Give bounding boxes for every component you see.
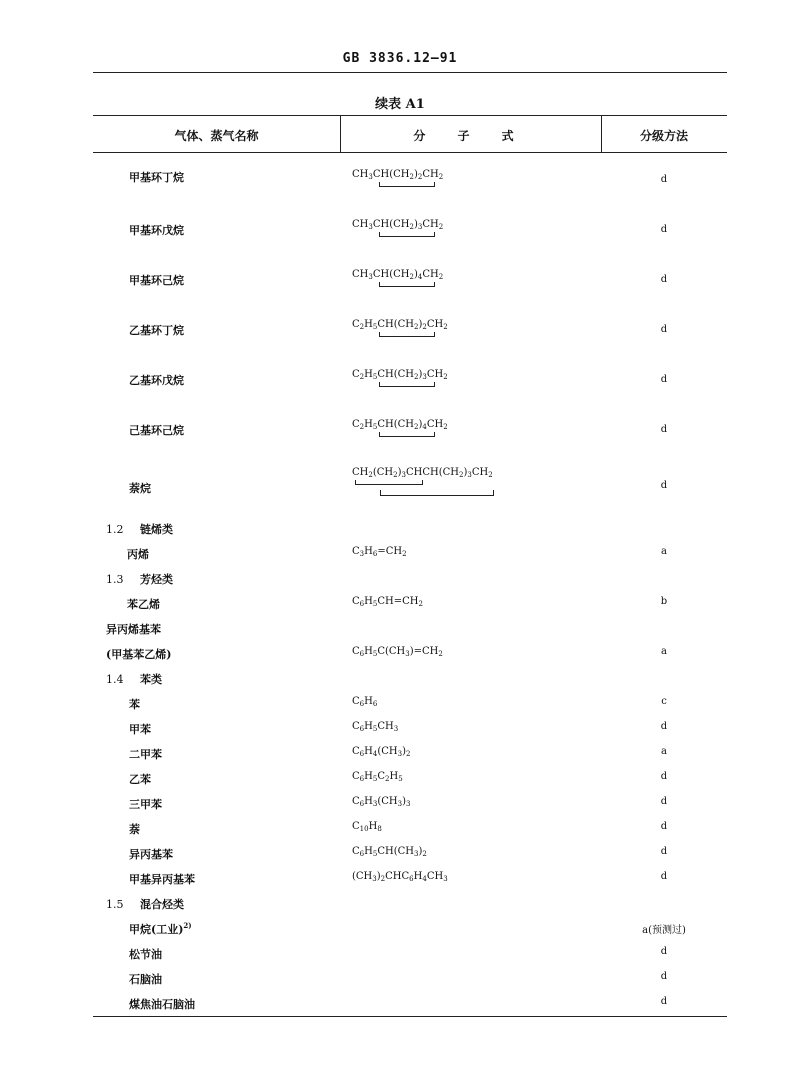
classification-method: d: [660, 971, 668, 982]
molecular-formula: [352, 419, 448, 430]
classification-method: a: [661, 646, 667, 657]
ring-bracket: [380, 490, 494, 496]
formula-subscript: 2: [359, 423, 365, 431]
table-row: [93, 946, 727, 966]
column-header-formula: 分 子 式: [413, 129, 528, 143]
classification-method: d: [660, 174, 668, 185]
formula-subscript: 2: [368, 471, 373, 479]
formula-subscript: 2: [405, 750, 411, 758]
formula-subscript: 2: [409, 273, 414, 281]
table-row: [93, 771, 727, 791]
formula-text: CH: [352, 219, 369, 230]
formula-text: ): [413, 169, 418, 180]
section-number: 1.4: [106, 673, 124, 686]
formula-text: C: [352, 369, 360, 380]
formula-subscript: 8: [377, 825, 382, 833]
formula-subscript: 3: [368, 173, 373, 181]
formula-subscript: 5: [372, 423, 378, 431]
table-row: [93, 846, 727, 866]
molecular-formula: [352, 219, 443, 230]
classification-method: d: [660, 374, 668, 385]
formula-text: CH: [422, 169, 439, 180]
formula-text: CH=CH: [377, 596, 419, 607]
gas-name: 萘: [129, 823, 140, 836]
classification-method: d: [660, 846, 668, 857]
table-row: [93, 546, 727, 566]
formula-text: C: [352, 746, 360, 757]
molecular-formula: [352, 546, 407, 557]
formula-text: CH(CH: [377, 419, 414, 430]
table-row: [93, 319, 727, 339]
formula-subscript: 2: [438, 650, 443, 658]
ring-bracket: [379, 432, 435, 437]
table-row: [93, 921, 727, 941]
formula-text: H: [368, 821, 378, 832]
formula-subscript: 2: [402, 550, 407, 558]
section-number: 1.2: [106, 523, 124, 536]
table-row: [93, 746, 727, 766]
formula-subscript: 2: [443, 423, 448, 431]
formula-text: ): [418, 846, 423, 857]
formula-text: CH(CH: [372, 169, 410, 180]
formula-subscript: 6: [359, 775, 365, 783]
formula-text: H: [364, 696, 373, 707]
formula-text: (CH: [377, 796, 398, 807]
ring-bracket: [379, 332, 435, 337]
molecular-formula: [352, 771, 403, 782]
gas-name: 甲基异丙基苯: [129, 873, 195, 886]
gas-name: 异丙烯基苯: [106, 623, 161, 636]
table-row: [93, 419, 727, 439]
gas-name: 甲基环己烷: [129, 274, 184, 287]
molecular-formula: [352, 319, 448, 330]
column-header-method: 分级方法: [639, 129, 688, 143]
formula-subscript: 4: [422, 423, 427, 431]
formula-subscript: 6: [359, 725, 365, 733]
formula-subscript: 2: [443, 373, 448, 381]
formula-subscript: 5: [372, 850, 378, 858]
formula-text: C: [352, 771, 360, 782]
classification-method: d: [660, 424, 668, 435]
section-heading: [106, 896, 184, 912]
formula-text: =CH: [377, 546, 403, 557]
formula-text: H: [364, 419, 373, 430]
classification-method: d: [660, 324, 668, 335]
gas-name: 乙基环丁烷: [129, 324, 184, 337]
formula-text: C: [352, 846, 360, 857]
formula-subscript: 6: [359, 700, 365, 708]
classification-method: b: [660, 596, 668, 607]
section-heading: [106, 671, 162, 687]
formula-text: CH: [352, 467, 369, 478]
classification-method: d: [660, 821, 668, 832]
classification-method: d: [660, 771, 668, 782]
gas-name: 己基环己烷: [129, 424, 184, 437]
classification-method: d: [660, 224, 668, 235]
molecular-formula: [352, 169, 443, 180]
formula-subscript: 3: [372, 875, 377, 883]
ring-bracket: [355, 480, 423, 485]
molecular-formula: [352, 467, 493, 478]
formula-subscript: 2: [409, 223, 414, 231]
gas-name: 甲苯: [129, 723, 151, 736]
molecular-formula: [352, 871, 448, 882]
table-row: [93, 646, 727, 666]
gas-name: 煤焦油石脑油: [129, 998, 195, 1011]
formula-text: CH: [426, 419, 444, 430]
table-row: [93, 596, 727, 616]
section-number: 1.5: [106, 898, 124, 911]
gas-name-text: 甲烷(工业): [129, 923, 184, 936]
formula-subscript: 4: [422, 875, 427, 883]
section-heading: [106, 571, 173, 587]
section-title: 链烯类: [140, 523, 173, 536]
formula-subscript: 2: [359, 323, 365, 331]
section-number: 1.3: [106, 573, 124, 586]
gas-name: 乙苯: [129, 773, 151, 786]
formula-subscript: 2: [393, 471, 398, 479]
formula-text: CH: [377, 721, 394, 732]
formula-subscript: 3: [397, 800, 403, 808]
gas-name: 丙烯: [127, 548, 149, 561]
formula-subscript: 2: [413, 373, 419, 381]
classification-method: a: [661, 746, 667, 757]
formula-text: C: [352, 546, 360, 557]
document-header: GB 3836.12—91: [342, 51, 458, 66]
molecular-formula: [352, 269, 443, 280]
formula-text: CH: [422, 269, 439, 280]
molecular-formula: [352, 721, 398, 732]
formula-text: H: [364, 721, 373, 732]
formula-text: H: [364, 319, 373, 330]
formula-subscript: 3: [397, 750, 403, 758]
table-row: [93, 721, 727, 741]
classification-method: d: [660, 274, 668, 285]
classification-method: d: [660, 996, 668, 1007]
section-title: 苯类: [140, 673, 162, 686]
table-row: [93, 971, 727, 991]
formula-text: H: [364, 846, 373, 857]
molecular-formula: [352, 846, 427, 857]
table-row: [93, 996, 727, 1016]
formula-subscript: 3: [368, 223, 373, 231]
formula-subscript: 3: [417, 223, 423, 231]
formula-subscript: 3: [467, 471, 472, 479]
classification-method: d: [660, 721, 668, 732]
classification-method: c: [661, 696, 667, 707]
formula-subscript: 2: [418, 600, 423, 608]
formula-subscript: 5: [372, 600, 378, 608]
formula-text: C: [352, 821, 360, 832]
gas-name: 甲基环丁烷: [129, 171, 184, 184]
formula-text: H: [364, 771, 373, 782]
formula-subscript: 3: [401, 471, 406, 479]
classification-method: d: [660, 946, 668, 957]
formula-text: CH(CH: [372, 269, 410, 280]
molecular-formula: [352, 821, 382, 832]
formula-text: CH(CH: [372, 219, 410, 230]
table-header-rule: [93, 152, 727, 153]
classification-method: a: [661, 546, 667, 557]
formula-subscript: 5: [398, 775, 403, 783]
formula-subscript: 5: [372, 650, 378, 658]
formula-text: C: [352, 596, 360, 607]
formula-text: ): [397, 467, 402, 478]
formula-subscript: 2: [443, 323, 448, 331]
table-row: [93, 796, 727, 816]
gas-name: 乙基环戊烷: [129, 374, 184, 387]
formula-subscript: 6: [409, 875, 414, 883]
formula-text: (CH: [352, 871, 373, 882]
formula-text: C: [352, 646, 360, 657]
formula-subscript: 2: [380, 875, 386, 883]
classification-method: d: [660, 871, 668, 882]
gas-name: 甲基环戊烷: [129, 224, 184, 237]
table-caption: 续表 A1: [375, 97, 425, 112]
formula-text: ): [413, 269, 418, 280]
formula-subscript: 3: [368, 273, 373, 281]
classification-method: d: [660, 796, 668, 807]
gas-classification-table: [93, 115, 727, 1017]
table-row: [93, 871, 727, 891]
formula-subscript: 10: [359, 825, 369, 833]
table-top-rule: [93, 115, 727, 116]
molecular-formula: [352, 369, 448, 380]
gas-name: [129, 921, 192, 937]
formula-subscript: 6: [359, 600, 365, 608]
table-row: [93, 169, 727, 189]
formula-subscript: 3: [405, 650, 410, 658]
formula-subscript: 3: [405, 800, 411, 808]
formula-text: CH: [426, 871, 444, 882]
molecular-formula: [352, 646, 443, 657]
formula-text: C: [352, 796, 360, 807]
formula-text: ): [402, 746, 406, 757]
formula-subscript: 5: [372, 725, 378, 733]
table-bottom-rule: [93, 1016, 727, 1017]
formula-subscript: 2: [422, 850, 427, 858]
section-row: [93, 671, 727, 691]
gas-name: 石脑油: [129, 973, 162, 986]
formula-subscript: 3: [422, 373, 427, 381]
formula-text: CH(CH: [377, 846, 414, 857]
gas-name: 苯: [129, 698, 140, 711]
gas-name: (甲基苯乙烯): [106, 648, 172, 661]
section-title: 混合烃类: [140, 898, 184, 911]
formula-subscript: 2: [438, 273, 444, 281]
section-title: 芳烃类: [140, 573, 173, 586]
formula-text: C: [377, 771, 385, 782]
formula-text: CH: [426, 319, 444, 330]
ring-bracket: [379, 182, 435, 187]
formula-text: CHC: [385, 871, 410, 882]
section-row: [93, 896, 727, 916]
formula-subscript: 2: [413, 423, 419, 431]
formula-subscript: 6: [359, 800, 365, 808]
formula-text: H: [364, 369, 373, 380]
molecular-formula: [352, 696, 377, 707]
formula-text: C: [352, 319, 360, 330]
formula-text: H: [364, 646, 373, 657]
formula-subscript: 5: [372, 373, 378, 381]
table-row: [93, 821, 727, 841]
formula-text: H: [364, 746, 373, 757]
formula-text: CHCH(CH: [405, 467, 459, 478]
gas-name: 松节油: [129, 948, 162, 961]
formula-subscript: 2: [359, 373, 365, 381]
formula-text: H: [364, 596, 373, 607]
classification-method: a(预测过): [642, 925, 686, 936]
formula-text: ): [376, 871, 381, 882]
formula-subscript: 2: [417, 173, 423, 181]
gas-name: 苯乙烯: [127, 598, 160, 611]
gas-name: 异丙基苯: [129, 848, 173, 861]
formula-subscript: 3: [413, 850, 419, 858]
formula-text: ): [402, 796, 406, 807]
formula-subscript: 2: [438, 223, 444, 231]
header-rule: [93, 72, 727, 73]
formula-text: ): [418, 319, 423, 330]
table-row: [93, 696, 727, 716]
formula-text: (CH: [377, 746, 398, 757]
formula-text: ): [418, 369, 423, 380]
formula-subscript: 3: [393, 725, 399, 733]
ring-bracket: [379, 382, 435, 387]
formula-subscript: 6: [359, 750, 365, 758]
formula-subscript: 6: [359, 850, 365, 858]
formula-subscript: 6: [359, 650, 365, 658]
table-row: [93, 467, 727, 507]
molecular-formula: [352, 746, 410, 757]
gas-name: 萘烷: [129, 482, 151, 495]
formula-text: CH: [422, 219, 439, 230]
formula-text: H: [389, 771, 399, 782]
table-row: [93, 269, 727, 289]
formula-subscript: 4: [372, 750, 378, 758]
formula-text: CH(CH: [377, 369, 414, 380]
formula-text: H: [364, 546, 373, 557]
ring-bracket: [379, 282, 435, 287]
molecular-formula: [352, 796, 410, 807]
formula-text: H: [364, 796, 373, 807]
formula-subscript: 6: [372, 550, 378, 558]
formula-subscript: 5: [372, 775, 378, 783]
formula-text: CH: [426, 369, 444, 380]
formula-text: ): [463, 467, 468, 478]
gas-name: 三甲苯: [129, 798, 162, 811]
footnote-marker: 2): [183, 921, 192, 930]
table-row: [93, 621, 727, 641]
formula-text: C: [352, 696, 360, 707]
formula-text: CH: [471, 467, 489, 478]
table-row: [93, 219, 727, 239]
formula-text: C(CH: [377, 646, 406, 657]
formula-subscript: 2: [413, 323, 419, 331]
formula-text: CH: [352, 269, 369, 280]
formula-subscript: 5: [372, 323, 378, 331]
formula-subscript: 2: [409, 173, 414, 181]
formula-text: ): [413, 219, 418, 230]
table-row: [93, 369, 727, 389]
column-header-name: 气体、蒸气名称: [174, 129, 259, 143]
formula-text: C: [352, 419, 360, 430]
ring-bracket: [379, 232, 435, 237]
classification-method: d: [660, 480, 668, 491]
formula-text: CH: [352, 169, 369, 180]
formula-text: H: [413, 871, 423, 882]
formula-subscript: 3: [359, 550, 365, 558]
formula-text: C: [352, 721, 360, 732]
formula-subscript: 2: [459, 471, 464, 479]
section-row: [93, 571, 727, 591]
formula-text: (CH: [372, 467, 394, 478]
formula-subscript: 2: [488, 471, 493, 479]
gas-name: 二甲苯: [129, 748, 162, 761]
molecular-formula: [352, 596, 423, 607]
formula-text: )=CH: [409, 646, 439, 657]
formula-subscript: 3: [443, 875, 448, 883]
formula-text: ): [418, 419, 423, 430]
section-heading: [106, 521, 173, 537]
formula-subscript: 2: [384, 775, 390, 783]
formula-subscript: 2: [438, 173, 444, 181]
formula-subscript: 2: [422, 323, 427, 331]
formula-subscript: 4: [417, 273, 423, 281]
formula-text: CH(CH: [377, 319, 414, 330]
section-row: [93, 521, 727, 541]
formula-subscript: 6: [372, 700, 378, 708]
formula-subscript: 3: [372, 800, 378, 808]
